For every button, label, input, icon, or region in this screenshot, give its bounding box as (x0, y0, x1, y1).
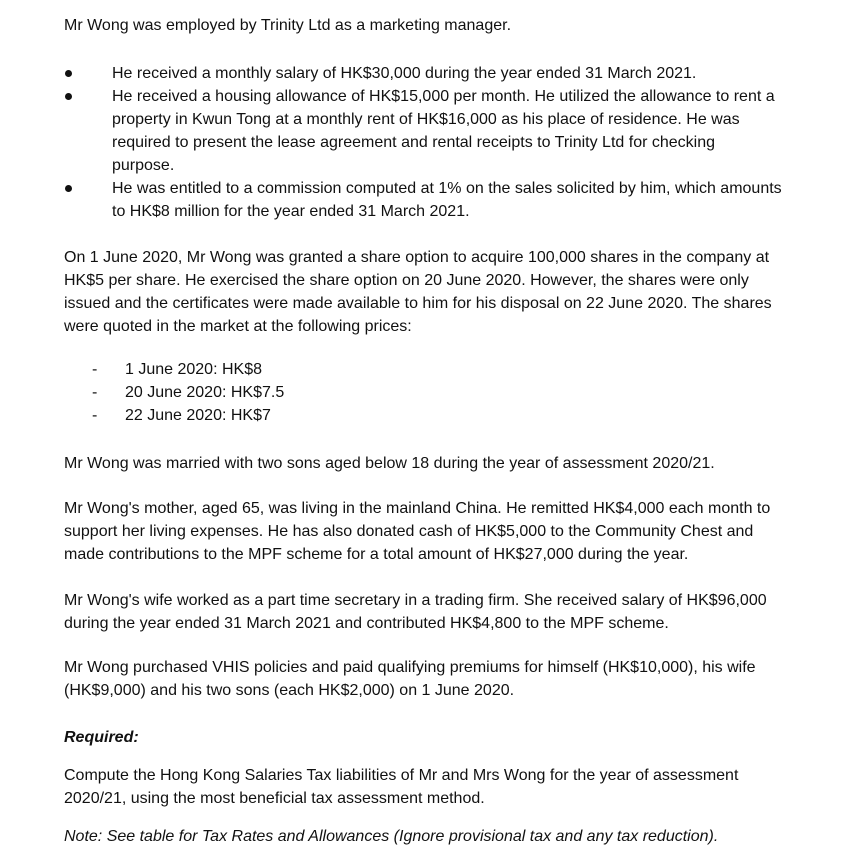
bullet-icon (65, 70, 72, 77)
text-line: Mr Wong's wife worked as a part time secretary in a trading firm. She received salary of HK$96,000 (64, 592, 767, 609)
dash-marker: - (92, 407, 98, 424)
text-line: made contributions to the MPF scheme for a total amount of HK$27,000 during the year. (64, 546, 689, 563)
text-line: Mr Wong's mother, aged 65, was living in the mainland China. He remitted HK$4,000 each month to (64, 500, 771, 517)
list-item-price (92, 381, 284, 404)
employment-benefits-list (64, 62, 844, 223)
text-line: He received a monthly salary of HK$30,000 during the year ended 31 March 2021. (112, 65, 697, 82)
note-paragraph: Note: See table for Tax Rates and Allowances (Ignore provisional tax and any tax reduction). (64, 828, 719, 845)
list-item-housing-allowance (64, 85, 844, 177)
text-line: 2020/21, using the most beneficial tax assessment method. (64, 790, 485, 807)
text-line: On 1 June 2020, Mr Wong was granted a share option to acquire 100,000 shares in the company at (64, 249, 770, 266)
text-line: Mr Wong purchased VHIS policies and paid qualifying premiums for himself (HK$10,000), his wife (64, 659, 756, 676)
list-item-price (92, 358, 284, 381)
vhis-paragraph (64, 656, 839, 702)
list-item-commission (64, 177, 844, 223)
wife-income-paragraph (64, 589, 839, 635)
price-text: 1 June 2020: HK$8 (125, 361, 262, 378)
text-line: purpose. (112, 157, 175, 174)
text-line: He received a housing allowance of HK$15,000 per month. He utilized the allowance to rent a (112, 88, 775, 105)
list-item-salary (64, 62, 844, 85)
text-line: to HK$8 million for the year ended 31 March 2021. (112, 203, 470, 220)
text-line: during the year ended 31 March 2021 and contributed HK$4,800 to the MPF scheme. (64, 615, 669, 632)
share-price-list (92, 358, 284, 427)
intro-paragraph: Mr Wong was employed by Trinity Ltd as a marketing manager. (64, 17, 512, 34)
text-line: Compute the Hong Kong Salaries Tax liabilities of Mr and Mrs Wong for the year of assessment (64, 767, 739, 784)
text-line: (HK$9,000) and his two sons (each HK$2,000) on 1 June 2020. (64, 682, 515, 699)
dash-marker: - (92, 384, 98, 401)
mother-support-paragraph (64, 497, 839, 566)
dash-marker: - (92, 361, 98, 378)
required-heading: Required: (64, 729, 139, 746)
text-line: He was entitled to a commission computed at 1% on the sales solicited by him, which amounts (112, 180, 782, 197)
requirement-paragraph (64, 764, 839, 810)
price-text: 20 June 2020: HK$7.5 (125, 384, 285, 401)
text-line: were quoted in the market at the following prices: (64, 318, 412, 335)
share-option-paragraph (64, 246, 834, 338)
text-line: required to present the lease agreement and rental receipts to Trinity Ltd for checking (112, 134, 716, 151)
bullet-icon (65, 93, 72, 100)
marital-status-paragraph: Mr Wong was married with two sons aged below 18 during the year of assessment 2020/21. (64, 455, 715, 472)
bullet-icon (65, 185, 72, 192)
price-text: 22 June 2020: HK$7 (125, 407, 271, 424)
text-line: property in Kwun Tong at a monthly rent of HK$16,000 as his place of residence. He was (112, 111, 740, 128)
list-item-price (92, 404, 284, 427)
text-line: HK$5 per share. He exercised the share option on 20 June 2020. However, the shares were only (64, 272, 749, 289)
text-line: support her living expenses. He has also donated cash of HK$5,000 to the Community Chest and (64, 523, 754, 540)
text-line: issued and the certificates were made available to him for his disposal on 22 June 2020. The shares (64, 295, 772, 312)
